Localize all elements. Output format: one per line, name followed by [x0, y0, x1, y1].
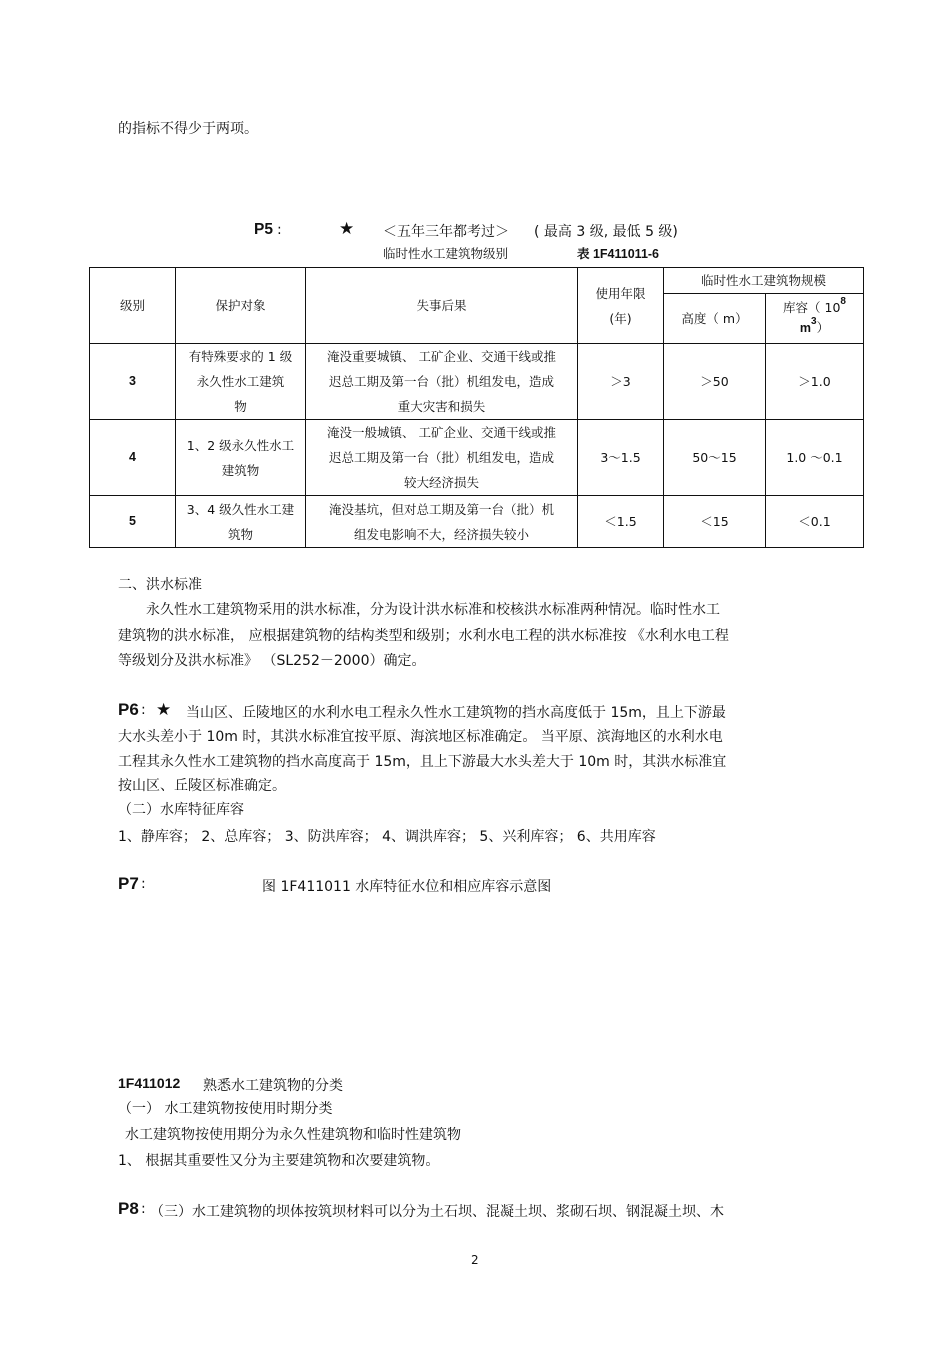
row-object	[176, 496, 306, 548]
body-text-line: 当山区、丘陵地区的水利水电工程永久性水工建筑物的挡水高度低于 15m，且上下游最	[186, 705, 726, 721]
header-years-line1: 使用年限	[595, 285, 646, 301]
body-text-line: 的指标不得少于两项。	[118, 121, 258, 137]
row-height: ＜15	[664, 496, 766, 548]
row-consequence	[306, 344, 578, 420]
row-level: 4	[90, 420, 176, 496]
row-capacity: 1.0 ～0.1	[766, 420, 864, 496]
star-icon: ★	[156, 700, 172, 720]
row-consequence-line: 迟总工期及第一台（批）机组发电，造成	[328, 374, 554, 389]
p5-colon: :	[277, 222, 282, 238]
row-consequence-line: 淹没重要城镇、 工矿企业、交通干线或推	[327, 349, 556, 364]
body-text-line: 1、 根据其重要性又分为主要建筑物和次要建筑物。	[118, 1153, 440, 1169]
row-object-line: 建筑物	[221, 462, 260, 478]
header-capacity-pre: 库容（ 10	[783, 299, 841, 315]
p5-label: P5	[254, 221, 273, 238]
section-title: 熟悉水工建筑物的分类	[203, 1078, 343, 1094]
row-consequence	[306, 420, 578, 496]
temporary-structure-class-table	[89, 267, 864, 548]
row-consequence-line: 迟总工期及第一台（批）机组发电，造成	[328, 450, 554, 465]
row-years: ＞3	[578, 344, 664, 420]
row-height: 50～15	[664, 420, 766, 496]
section-code: 1F411012	[118, 1075, 181, 1091]
header-level: 级别	[90, 268, 176, 344]
row-consequence-line: 淹没基坑，但对总工期及第一台（批）机	[328, 501, 554, 517]
body-text-line: 大水头差小于 10m 时，其洪水标准宜按平原、海滨地区标准确定。 当平原、滨海地区的水利水电	[118, 729, 723, 745]
page-number: 2	[471, 1253, 479, 1267]
header-years-line2: (年)	[609, 310, 632, 326]
header-capacity-unit-exp: 3	[811, 315, 817, 327]
row-height: ＞50	[664, 344, 766, 420]
section-heading: 二、洪水标准	[118, 577, 202, 593]
row-object-line: 1、2 级永久性水工	[186, 437, 295, 453]
p6-label: P6	[118, 700, 139, 719]
row-object	[176, 420, 306, 496]
table-caption-title: 临时性水工建筑物级别	[383, 246, 509, 261]
row-object-line: 永久性水工建筑	[196, 374, 285, 389]
row-object-line: 筑物	[227, 526, 253, 542]
row-object-line: 3、4 级久性水工建	[186, 501, 295, 517]
p6-colon: :	[141, 702, 146, 718]
star-icon: ★	[339, 219, 355, 239]
p7-label: P7	[118, 874, 139, 893]
p8-colon: :	[141, 1201, 146, 1217]
body-text-line: 等级划分及洪水标准》 （SL252－2000）确定。	[118, 653, 426, 669]
figure-caption: 图 1F411011 水库特征水位和相应库容示意图	[262, 879, 552, 895]
p5-note: ＜五年三年都考过＞	[383, 224, 509, 240]
header-height: 高度（ m）	[664, 294, 766, 344]
header-scale: 临时性水工建筑物规模	[664, 268, 864, 294]
header-years	[578, 268, 664, 344]
row-consequence-line: 淹没一般城镇、 工矿企业、交通干线或推	[327, 425, 556, 440]
row-level: 3	[90, 344, 176, 420]
body-text-line: 工程其永久性水工建筑物的挡水高度高于 15m，且上下游最大水头差大于 10m 时，其洪水标准宜	[118, 754, 727, 770]
header-capacity-post: ）	[816, 319, 830, 335]
body-text-line: （三）水工建筑物的坝体按筑坝材料可以分为土石坝、混凝土坝、浆砌石坝、钢混凝土坝、木	[150, 1204, 724, 1220]
row-capacity: ＜0.1	[766, 496, 864, 548]
body-text-line: 永久性水工建筑物采用的洪水标准，分为设计洪水标准和校核洪水标准两种情况。临时性水工	[146, 602, 720, 618]
p8-label: P8	[118, 1199, 139, 1218]
table-header-row	[90, 268, 864, 294]
section-subheading: （一） 水工建筑物按使用时期分类	[118, 1101, 333, 1117]
header-object: 保护对象	[176, 268, 306, 344]
header-capacity-exp: 8	[840, 295, 846, 307]
row-capacity: ＞1.0	[766, 344, 864, 420]
p7-colon: :	[141, 876, 146, 892]
table-row	[90, 420, 864, 496]
body-text-line: 建筑物的洪水标准， 应根据建筑物的结构类型和级别；水利水电工程的洪水标准按 《水利水电工程	[118, 628, 729, 644]
row-consequence	[306, 496, 578, 548]
p5-range: ( 最高 3 级, 最低 5 级)	[534, 224, 678, 240]
row-object-line: 物	[234, 399, 247, 414]
header-capacity-unit: m	[799, 320, 812, 335]
header-capacity	[766, 294, 864, 344]
header-consequence: 失事后果	[306, 268, 578, 344]
row-consequence-line: 较大经济损失	[403, 475, 479, 490]
reservoir-capacity-list: 1、静库容； 2、总库容； 3、防洪库容； 4、调洪库容； 5、兴利库容； 6、共用库容	[118, 829, 656, 845]
row-years: 3～1.5	[578, 420, 664, 496]
section-heading: （二）水库特征库容	[118, 802, 244, 818]
row-consequence-line: 组发电影响不大，经济损失较小	[353, 526, 529, 542]
table-caption-number: 表 1F411011-6	[577, 247, 660, 261]
row-consequence-line: 重大灾害和损失	[397, 399, 486, 414]
body-text-line: 按山区、丘陵区标准确定。	[118, 778, 286, 794]
row-years: ＜1.5	[578, 496, 664, 548]
body-text-line: 水工建筑物按使用期分为永久性建筑物和临时性建筑物	[125, 1127, 461, 1143]
table-row	[90, 344, 864, 420]
row-level: 5	[90, 496, 176, 548]
row-object	[176, 344, 306, 420]
row-object-line: 有特殊要求的 1 级	[188, 349, 293, 364]
table-row	[90, 496, 864, 548]
